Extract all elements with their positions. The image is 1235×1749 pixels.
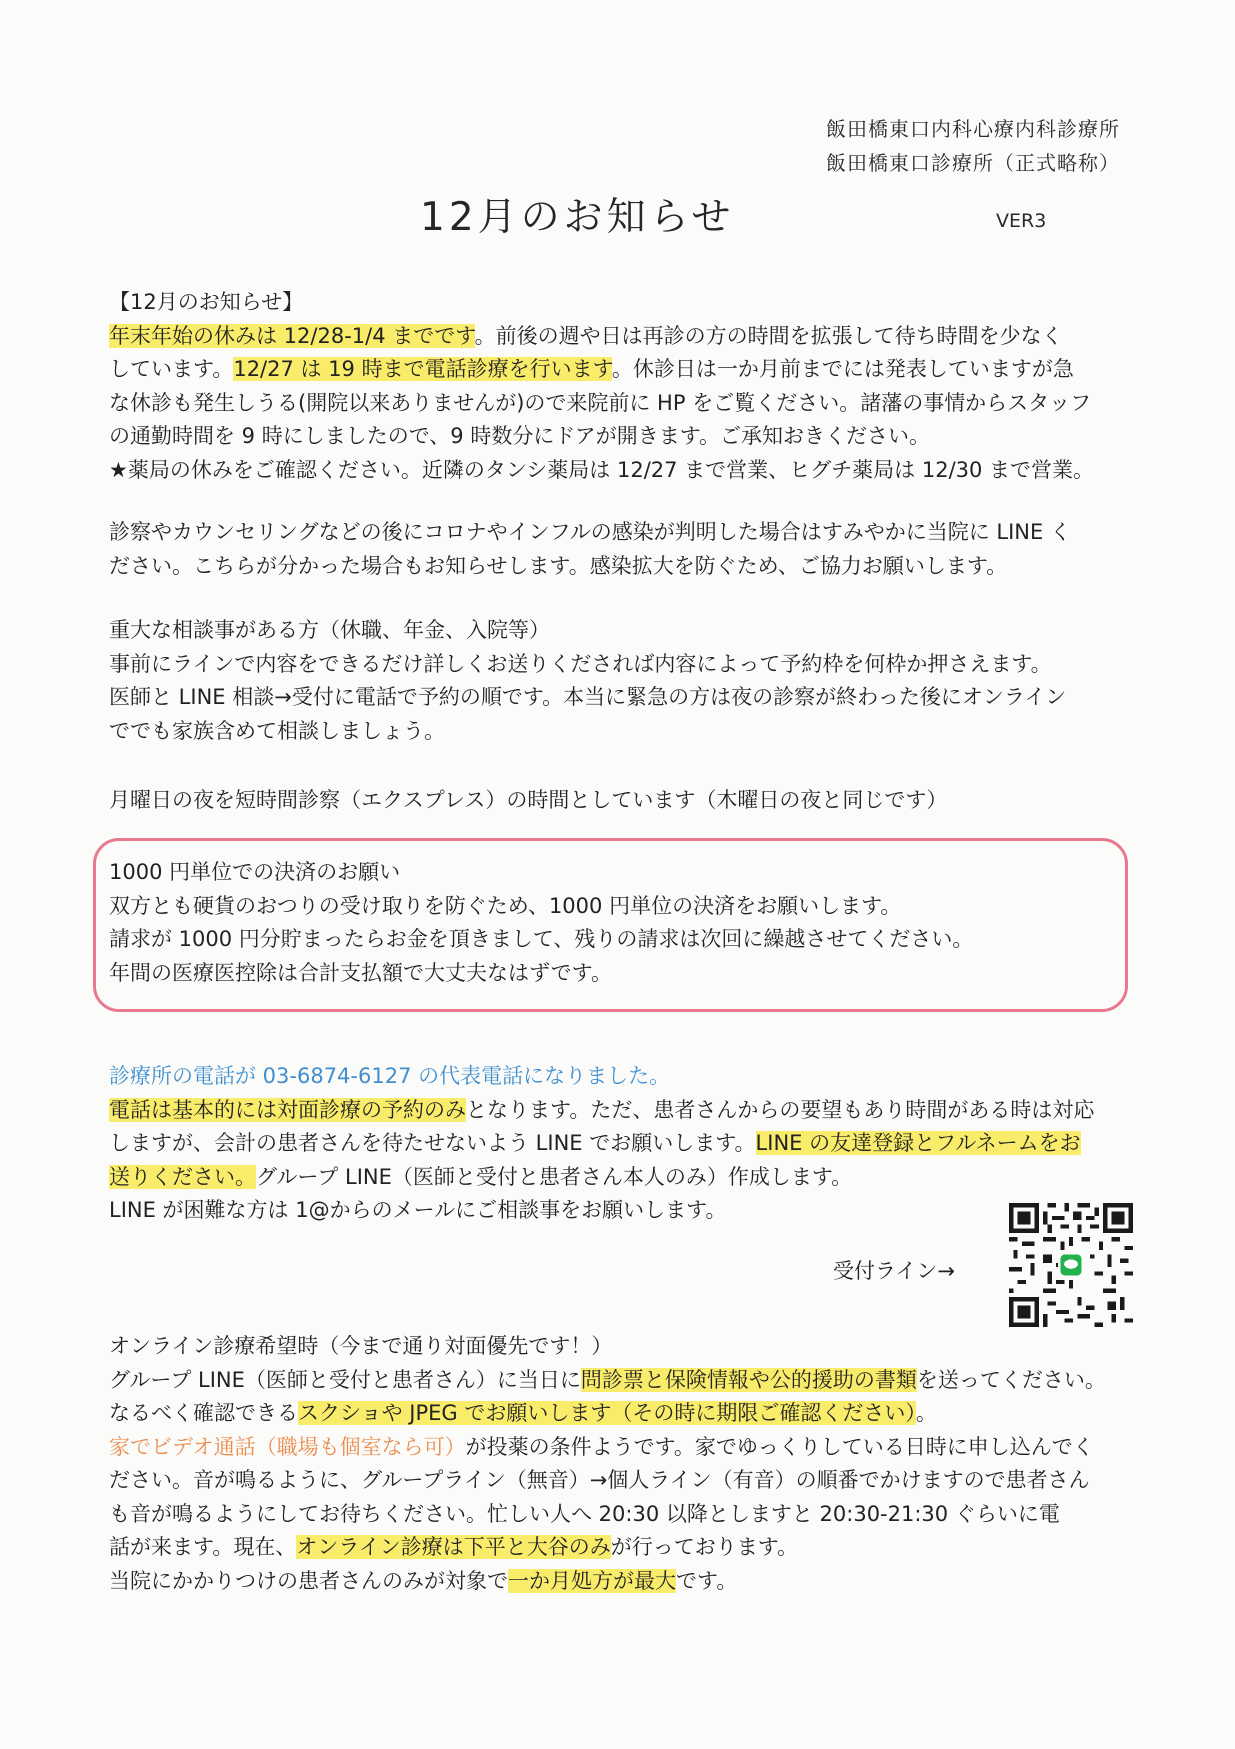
phone-heading: 診療所の電話が 03-6874-6127 の代表電話になりました。 bbox=[109, 1064, 671, 1088]
version-label: VER3 bbox=[996, 210, 1047, 232]
monday-text: 月曜日の夜を短時間診察（エクスプレス）の時間としています（木曜日の夜と同じです） bbox=[109, 788, 948, 812]
consultation-heading: 重大な相談事がある方（休職、年金、入院等） bbox=[109, 618, 550, 642]
intro-line-2 bbox=[109, 353, 1094, 387]
consultation-section bbox=[109, 614, 1066, 748]
online-line-5: も音が鳴るようにしてお待ちください。忙しい人へ 20:30 以降としますと 20:30-21:30 ぐらいに電 bbox=[109, 1501, 1060, 1526]
text: グループ LINE（医師と受付と患者さん）に当日に bbox=[109, 1367, 581, 1392]
intro-line-3: な休診も発生しうる(開院以来ありませんが)ので来院前に HP をご覧ください。諸藩の事情からスタッフ bbox=[109, 390, 1092, 415]
consultation-line-1: 事前にラインで内容をできるだけ詳しくお送りくだされば内容によって予約枠を何枠か押さえます。 bbox=[109, 651, 1052, 676]
highlight: スクショや JPEG でお願いします（その時に期限ご確認ください） bbox=[298, 1401, 916, 1425]
text: 。休診日は一か月前までには発表していますが急 bbox=[611, 357, 1074, 381]
text: グループ LINE（医師と受付と患者さん本人のみ）作成します。 bbox=[256, 1164, 853, 1189]
intro-line-1 bbox=[109, 320, 1094, 354]
payment-line-2: 請求が 1000 円分貯まったらお金を頂きまして、残りの請求は次回に繰越させてください。 bbox=[109, 927, 974, 951]
intro-line-4: の通勤時間を 9 時にしましたので、9 時数分にドアが開きます。ご承知おきください。 bbox=[109, 424, 931, 448]
payment-section bbox=[109, 856, 973, 990]
online-section bbox=[109, 1330, 1106, 1598]
line-qr-code-icon[interactable] bbox=[1009, 1203, 1133, 1327]
text: 。前後の週や日は再診の方の時間を拡張して待ち時間を少なく bbox=[474, 323, 1063, 348]
phone-line-4: LINE が困難な方は 1@からのメールにご相談事をお願いします。 bbox=[109, 1198, 727, 1222]
payment-heading: 1000 円単位での決済のお願い bbox=[109, 860, 401, 884]
online-line-2 bbox=[109, 1397, 1106, 1431]
online-line-4: ださい。音が鳴るように、グループライン（無音）→個人ライン（有音）の順番でかけますので患者さん bbox=[109, 1468, 1090, 1492]
highlight: 送りください。 bbox=[109, 1164, 256, 1189]
orange-text: 家でビデオ通話（職場も個室なら可） bbox=[109, 1434, 466, 1459]
consultation-line-2: 医師と LINE 相談→受付に電話で予約の順です。本当に緊急の方は夜の診察が終わった後にオンライン bbox=[109, 685, 1067, 709]
highlight: 電話は基本的には対面診療の予約のみ bbox=[109, 1097, 466, 1122]
payment-line-1: 双方とも硬貨のおつりの受け取りを防ぐため、1000 円単位の決済をお願いします。 bbox=[109, 893, 902, 918]
intro-line-5: ★薬局の休みをご確認ください。近隣のタンシ薬局は 12/27 まで営業、ヒグチ薬局は 12/30 まで営業。 bbox=[109, 457, 1095, 482]
text: となります。ただ、患者さんからの要望もあり時間がある時は対応 bbox=[466, 1097, 1095, 1122]
clinic-name: 飯田橋東口内科心療内科診療所 bbox=[826, 117, 1120, 141]
consultation-line-3: ででも家族含めて相談しましょう。 bbox=[109, 718, 445, 743]
highlight: 一か月処方が最大 bbox=[508, 1568, 676, 1593]
text: が行っております。 bbox=[610, 1535, 799, 1559]
text: を送ってください。 bbox=[916, 1367, 1106, 1392]
infection-section bbox=[109, 516, 1071, 583]
text: しています。 bbox=[109, 357, 234, 381]
text: 。 bbox=[915, 1401, 937, 1425]
highlight: 12/27 は 19 時まで電話診療を行います bbox=[233, 357, 612, 381]
text: 当院にかかりつけの患者さんのみが対象で bbox=[109, 1568, 508, 1593]
highlight: オンライン診療は下平と大谷のみ bbox=[296, 1535, 611, 1559]
highlight: 問診票と保険情報や公的援助の書類 bbox=[580, 1367, 917, 1392]
infection-line-2: ださい。こちらが分かった場合もお知らせします。感染拡大を防ぐため、ご協力お願いします。 bbox=[109, 553, 1008, 578]
online-line-7 bbox=[109, 1565, 1106, 1599]
clinic-short-name: 飯田橋東口診療所（正式略称） bbox=[826, 151, 1120, 175]
reception-line-label: 受付ライン→ bbox=[833, 1259, 955, 1283]
infection-line-1: 診察やカウンセリングなどの後にコロナやインフルの感染が判明した場合はすみやかに当院に LINE く bbox=[109, 520, 1071, 544]
text: です。 bbox=[676, 1568, 738, 1593]
phone-line-3 bbox=[109, 1161, 1094, 1195]
phone-line-2 bbox=[109, 1127, 1094, 1161]
online-line-1 bbox=[109, 1364, 1106, 1398]
text: が投薬の条件ようです。家でゆっくりしている日時に申し込んでく bbox=[465, 1434, 1094, 1459]
page-title: 12月のお知らせ bbox=[420, 195, 735, 240]
intro-section bbox=[109, 286, 1094, 487]
text: 話が来ます。現在、 bbox=[109, 1535, 297, 1559]
highlight: 年末年始の休みは 12/28-1/4 までです bbox=[109, 323, 475, 348]
online-heading: オンライン診療希望時（今まで通り対面優先です！） bbox=[109, 1334, 613, 1358]
intro-heading: 【12月のお知らせ】 bbox=[109, 290, 304, 314]
online-line-6 bbox=[109, 1531, 1106, 1565]
phone-line-1 bbox=[109, 1094, 1094, 1128]
online-line-3 bbox=[109, 1431, 1106, 1465]
monday-section bbox=[109, 784, 947, 818]
highlight: LINE の友達登録とフルネームをお bbox=[755, 1131, 1081, 1155]
phone-section bbox=[109, 1060, 1094, 1228]
text: しますが、会計の患者さんを待たせないよう LINE でお願いします。 bbox=[109, 1131, 756, 1155]
payment-line-3: 年間の医療医控除は合計支払額で大丈夫なはずです。 bbox=[109, 960, 612, 985]
text: なるべく確認できる bbox=[109, 1401, 298, 1425]
